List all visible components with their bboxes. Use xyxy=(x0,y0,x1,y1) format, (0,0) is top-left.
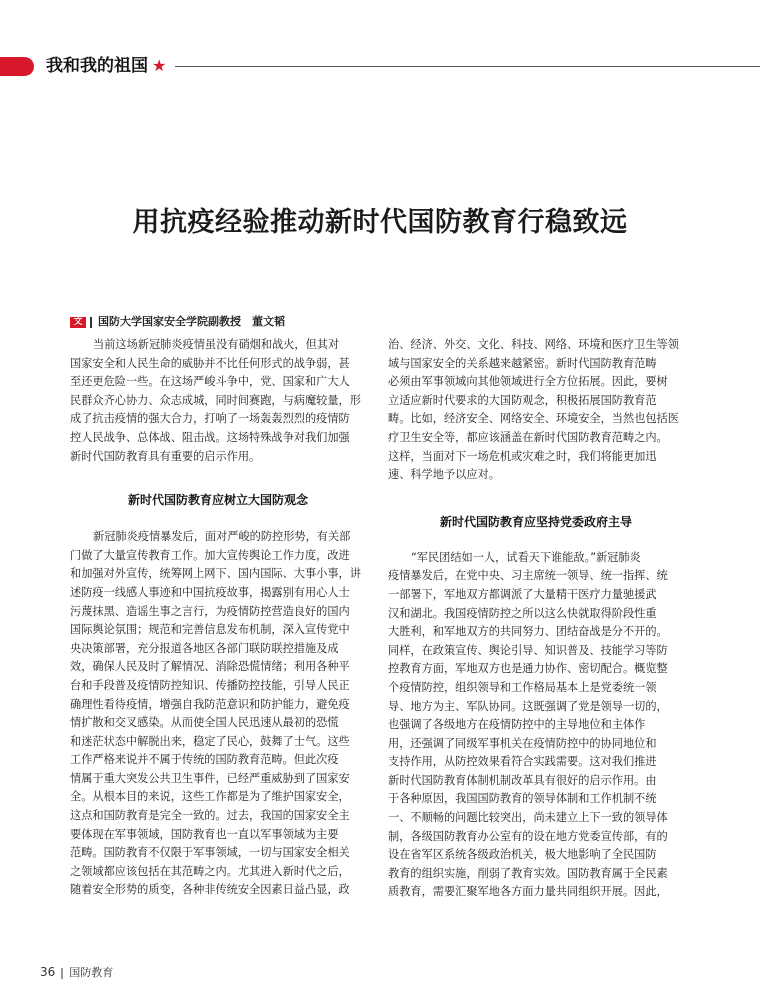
text-line: 确理性看待疫情，增强自我防范意识和防护能力，避免疫 xyxy=(70,697,350,711)
text-line: 工作严格来说并不属于传统的国防教育范畴。但此次疫 xyxy=(70,753,339,767)
text-line: 情扩散和交叉感染。从而使全国人民迅速从最初的恐慌 xyxy=(70,716,339,730)
author-tag: 文 xyxy=(70,317,86,328)
text-line: 这点和国防教育是完全一致的。过去，我国的国家安全主 xyxy=(70,809,350,823)
text-line: 台和手段普及疫情防控知识、传播防控技能，引导人民正 xyxy=(70,678,350,692)
text-line: 也强调了各级地方在疫情防控中的主导地位和主体作 xyxy=(388,718,646,732)
text-line: 控教育方面，军地双方也是通力协作、密切配合。概览整 xyxy=(388,662,668,676)
right-paragraph-2 xyxy=(388,549,684,902)
header-accent-bar xyxy=(0,57,34,76)
text-line: 效，确保人民及时了解情况、消除恐慌情绪；利用各种平 xyxy=(70,660,350,674)
text-line: 新时代国防教育具有重要的启示作用。 xyxy=(70,449,261,463)
text-line: 畴。比如，经济安全、网络安全、环境安全，当然也包括医 xyxy=(388,412,679,426)
header-rule xyxy=(175,66,760,67)
text-line: 速、科学地予以应对。 xyxy=(388,468,500,482)
author-line xyxy=(70,314,285,330)
text-line: 导、地方为主、军队协同。这既强调了党是领导一切的， xyxy=(388,699,668,713)
section-title: 我和我的祖国 xyxy=(46,56,148,76)
text-line: 范畴。国防教育不仅限于军事领域，一切与国家安全相关 xyxy=(70,846,350,860)
text-line: 这样，当面对下一场危机或灾难之时，我们将能更加迅 xyxy=(388,449,657,463)
text-line: 质教育，需要汇聚军地各方面力量共同组织开展。因此， xyxy=(388,885,668,899)
text-line: 之领域都应该包括在其范畴之内。尤其进入新时代之后， xyxy=(70,864,350,878)
right-paragraph-1 xyxy=(388,336,684,485)
article-title: 用抗疫经验推动新时代国防教育行稳致远 xyxy=(132,207,628,238)
text-line: 全。从根本目的来说，这些工作都是为了维护国家安全， xyxy=(70,790,350,804)
text-line: 个疫情防控，组织领导和工作格局基本上是党委统一领 xyxy=(388,680,657,694)
text-line: 国际舆论氛围；规范和完善信息发布机制，深入宣传党中 xyxy=(70,623,350,637)
text-line: 至还更危险一些。在这场严峻斗争中，党、国家和广大人 xyxy=(70,375,350,389)
text-line: 大胜利，和军地双方的共同努力、团结奋战是分不开的。 xyxy=(388,625,668,639)
text-line: 用，还强调了同级军事机关在疫情防控中的协同地位和 xyxy=(388,736,657,750)
text-line: 教育的组织实施，削弱了教育实效。国防教育属于全民素 xyxy=(388,866,668,880)
text-line: 国家安全和人民生命的威胁并不比任何形式的战争弱，甚 xyxy=(70,356,350,370)
text-line: 新时代国防教育体制机制改革具有很好的启示作用。由 xyxy=(388,773,657,787)
text-line: 制，各级国防教育办公室有的设在地方党委宣传部，有的 xyxy=(388,829,668,843)
page-number: 36 xyxy=(40,965,56,979)
text-line: 汉和湖北。我国疫情防控之所以这么快就取得阶段性重 xyxy=(388,606,657,620)
text-line: 新冠肺炎疫情暴发后，面对严峻的防控形势，有关部 xyxy=(93,530,351,544)
page-footer xyxy=(40,964,113,980)
left-column xyxy=(70,336,366,900)
text-line: 要体现在军事领域，国防教育也一直以军事领域为主要 xyxy=(70,827,339,841)
left-paragraph-2 xyxy=(70,528,366,900)
text-line: 当前这场新冠肺炎疫情虽没有硝烟和战火，但其对 xyxy=(93,338,340,351)
text-line: 控人民战争、总体战、阻击战。这场特殊战争对我们加强 xyxy=(70,430,350,444)
author-text: 国防大学国家安全学院副教授 董文韬 xyxy=(98,315,285,328)
text-line: 同样，在政策宣传、舆论引导、知识普及、技能学习等防 xyxy=(388,643,668,657)
text-line: 央决策部署，充分报道各地区各部门联防联控措施及成 xyxy=(70,641,339,655)
text-line: 立适应新时代要求的大国防观念，积极拓展国防教育范 xyxy=(388,393,657,407)
text-line: 域与国家安全的关系越来越紧密。新时代国防教育范畴 xyxy=(388,356,657,370)
text-line: 于各种原因，我国国防教育的领导体制和工作机制不统 xyxy=(388,792,657,806)
text-line: “军民团结如一人，试看天下谁能敌。”新冠肺炎 xyxy=(411,550,641,564)
left-section-heading: 新时代国防教育应树立大国防观念 xyxy=(127,493,308,508)
text-line: 支持作用，从防控效果看符合实践需要。这对我们推进 xyxy=(388,755,657,769)
text-line: 疗卫生安全等，都应该涵盖在新时代国防教育范畴之内。 xyxy=(388,430,668,444)
left-paragraph-1 xyxy=(70,336,366,466)
text-line: 设在省军区系统各级政治机关，极大地影响了全民国防 xyxy=(388,848,657,862)
text-line: 门做了大量宣传教育工作。加大宣传舆论工作力度，改进 xyxy=(70,548,350,562)
text-line: 必须由军事领域向其他领域进行全方位拓展。因此，要树 xyxy=(388,375,668,389)
text-line: 一部署下，军地双方都调派了大量精干医疗力量驰援武 xyxy=(388,587,657,601)
star-icon: ★ xyxy=(152,56,167,75)
text-line: 疫情暴发后，在党中央、习主席统一领导、统一指挥、统 xyxy=(388,569,668,583)
footer-divider xyxy=(61,968,63,979)
publication-name: 国防教育 xyxy=(69,966,114,979)
right-column xyxy=(388,336,684,902)
text-line: 情属于重大突发公共卫生事件，已经严重威胁到了国家安 xyxy=(70,771,350,785)
text-line: 随着安全形势的质变，各种非传统安全因素日益凸显，政 xyxy=(70,883,350,897)
text-line: 一、不顺畅的问题比较突出，尚未建立上下一致的领导体 xyxy=(388,811,668,825)
text-line: 成了抗击疫情的强大合力，打响了一场轰轰烈烈的疫情防 xyxy=(70,412,350,426)
right-section-heading: 新时代国防教育应坚持党委政府主导 xyxy=(439,514,632,529)
text-line: 污蔑抹黑、造谣生事之言行，为疫情防控营造良好的国内 xyxy=(70,604,350,618)
text-line: 治、经济、外交、文化、科技、网络、环境和医疗卫生等领 xyxy=(388,338,679,351)
text-line: 民群众齐心协力、众志成城，同时间赛跑，与病魔较量，形 xyxy=(70,393,361,407)
divider xyxy=(90,317,92,328)
text-line: 述防疫一线感人事迹和中国抗疫故事，揭露别有用心人士 xyxy=(70,585,350,599)
text-line: 和加强对外宣传，统筹网上网下、国内国际、大事小事，讲 xyxy=(70,567,361,581)
text-line: 和迷茫状态中解脱出来，稳定了民心，鼓舞了士气。这些 xyxy=(70,734,350,748)
